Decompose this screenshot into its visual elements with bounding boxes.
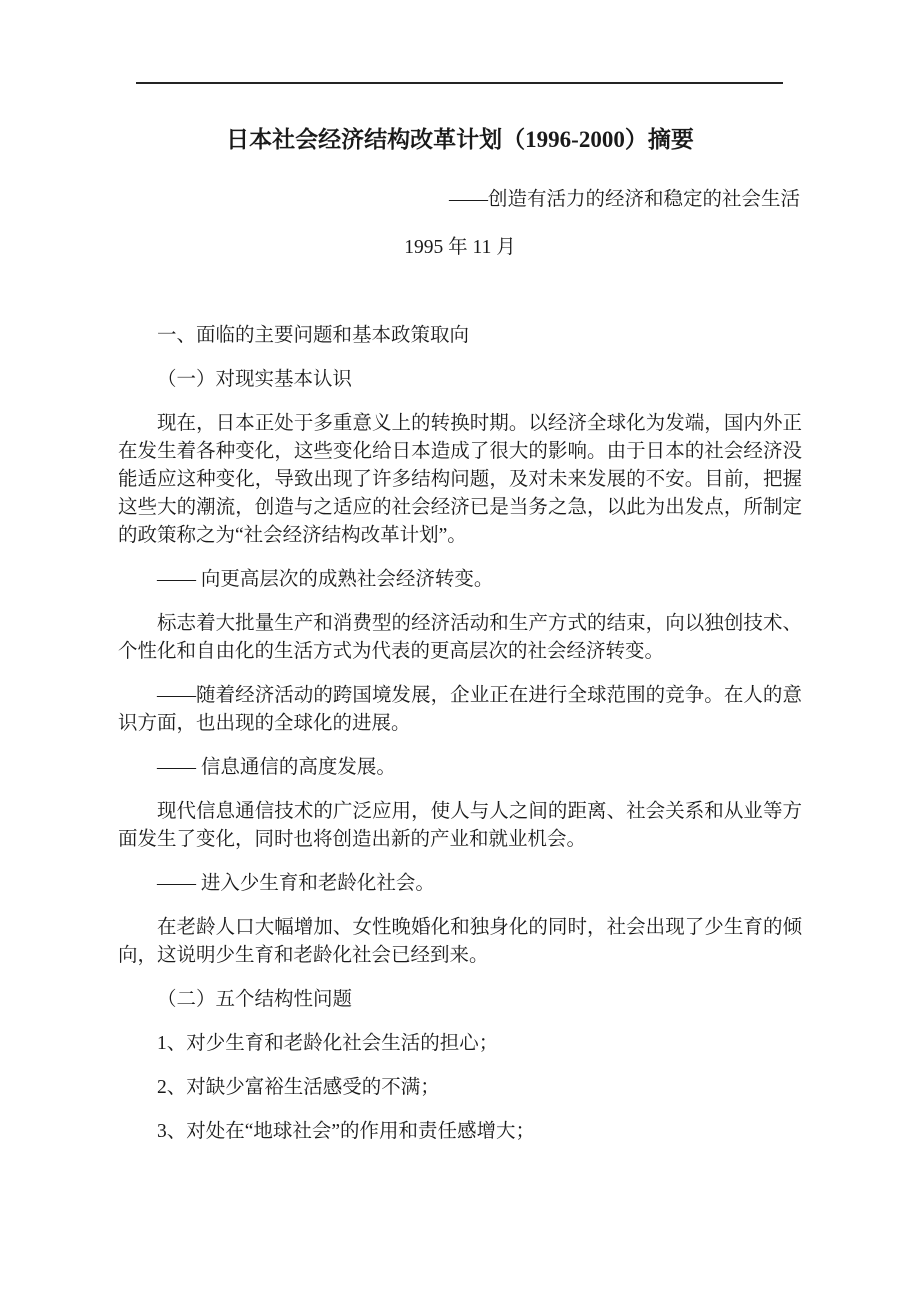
paragraph: 标志着大批量生产和消费型的经济活动和生产方式的结束，向以独创技术、个性化和自由化的生活方式为代表的更高层次的社会经济转变。: [118, 613, 802, 662]
numbered-item-2: 2、对缺少富裕生活感受的不满；: [157, 1077, 440, 1098]
paragraph: 现代信息通信技术的广泛应用，使人与人之间的距离、社会关系和从业等方面发生了变化，同时也将创造出新的产业和就业机会。: [118, 801, 802, 850]
document-title: 日本社会经济结构改革计划（1996-2000）摘要: [226, 127, 694, 152]
document-body: [118, 322, 802, 1146]
dash-item-4: —— 进入少生育和老龄化社会。: [157, 873, 435, 894]
numbered-item-3: 3、对处在“地球社会”的作用和责任感增大；: [157, 1121, 536, 1142]
dash-item-3: —— 信息通信的高度发展。: [157, 757, 396, 778]
document-date: 1995 年 11 月: [404, 237, 516, 258]
subsection-heading-1-1: （一）对现实基本认识: [157, 369, 353, 390]
header-rule: [136, 82, 783, 84]
dash-item-2: ——随着经济活动的跨国境发展，企业正在进行全球范围的竞争。在人的意识方面，也出现的全球化的进展。: [118, 685, 802, 734]
numbered-item-1: 1、对少生育和老龄化社会生活的担心；: [157, 1033, 499, 1054]
section-heading-1: 一、面临的主要问题和基本政策取向: [157, 325, 470, 346]
paragraph: 现在，日本正处于多重意义上的转换时期。以经济全球化为发端，国内外正在发生着各种变化，这些变化给日本造成了很大的影响。由于日本的社会经济没能适应这种变化，导致出现了许多结构问题，及对未来发展的不安。目前，把握这些大的潮流，创造与之适应的社会经济已是当务之急，以此为出发点，所制定的政策称之为“社会经济结构改革计划”。: [118, 413, 802, 546]
paragraph: 在老龄人口大幅增加、女性晚婚化和独身化的同时，社会出现了少生育的倾向，这说明少生育和老龄化社会已经到来。: [118, 917, 802, 966]
document-subtitle: ——创造有活力的经济和稳定的社会生活: [448, 189, 800, 210]
dash-item-1: —— 向更高层次的成熟社会经济转变。: [157, 569, 494, 590]
subsection-heading-1-2: （二）五个结构性问题: [157, 989, 353, 1010]
